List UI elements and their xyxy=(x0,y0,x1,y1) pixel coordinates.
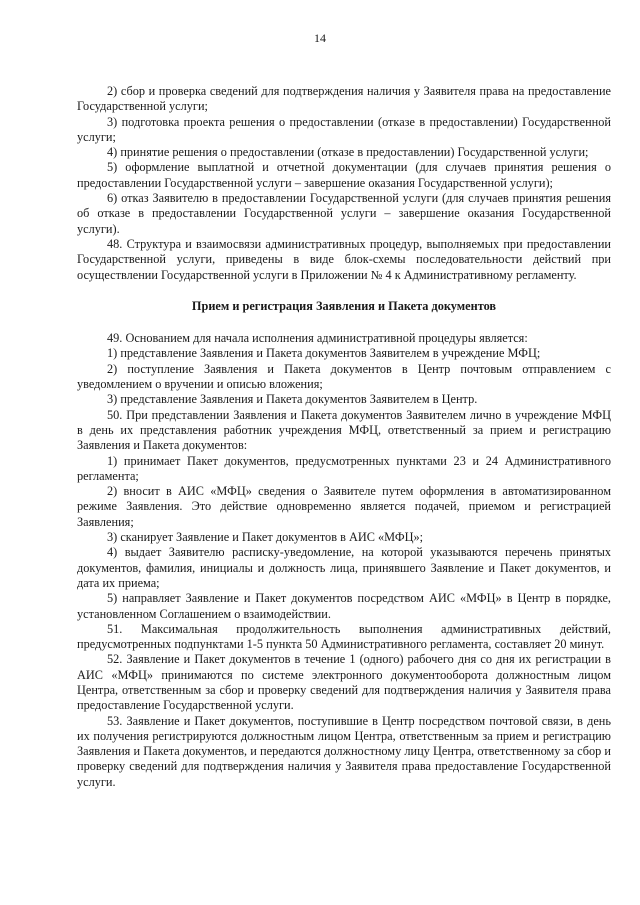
paragraph-52: 52. Заявление и Пакет документов в течение 1 (одного) рабочего дня со дня их регистрации в АИС «МФЦ» принимаются по системе электронного документооборота должностным лицом Центра, ответственным за сбор и проверку сведений для подтверждения наличия у Заявителя права предоставление Государственной услуги. xyxy=(77,652,611,713)
paragraph-item-4: 4) принятие решения о предоставлении (отказе в предоставлении) Государственной услуги; xyxy=(107,145,589,160)
paragraph-50-item-1: 1) принимает Пакет документов, предусмотренных пунктами 23 и 24 Административного регламента; xyxy=(77,453,611,483)
paragraph-49-item-1: 1) представление Заявления и Пакета документов Заявителем в учреждение МФЦ; xyxy=(107,346,541,361)
paragraph-item-3: 3) подготовка проекта решения о предоставлении (отказе в предоставлении) Государственной услуги; xyxy=(77,114,611,144)
paragraph-53: 53. Заявление и Пакет документов, поступившие в Центр посредством почтовой связи, в день их получения регистрируются должностным лицом Центра, ответственным за прием и регистрацию Заявления и Пакета документов, и передаются должностному лицу Центра, ответственному за сбор и проверку сведений для подтверждения наличия у Заявителя права предоставление Государственной услуги. xyxy=(77,713,611,789)
paragraph-50-item-4: 4) выдает Заявителю расписку-уведомление, на которой указываются перечень принятых документов, фамилия, инициалы и должность лица, принявшего Заявление и Пакет документов, и дата их приема; xyxy=(77,545,611,590)
paragraph-49-item-3: 3) представление Заявления и Пакета документов Заявителем в Центр. xyxy=(107,392,478,407)
section-heading: Прием и регистрация Заявления и Пакета документов xyxy=(191,298,497,313)
paragraph-item-2: 2) сбор и проверка сведений для подтверждения наличия у Заявителя права на предоставление Государственной услуги; xyxy=(77,84,611,114)
paragraph-51: 51. Максимальная продолжительность выполнения административных действий, предусмотренных подпунктами 1-5 пункта 50 Административного регламента, составляет 20 минут. xyxy=(77,621,611,652)
paragraph-item-5: 5) оформление выплатной и отчетной документации (для случаев принятия решения о предоставлении Государственной услуги – завершение оказания Государственной услуги); xyxy=(77,160,611,190)
document-body xyxy=(77,84,611,790)
paragraph-49-item-2: 2) поступление Заявления и Пакета документов в Центр почтовым отправлением с уведомлением о вручении и описью вложения; xyxy=(77,361,611,392)
paragraph-50-item-3: 3) сканирует Заявление и Пакет документов в АИС «МФЦ»; xyxy=(107,530,424,545)
paragraph-49: 49. Основанием для начала исполнения административной процедуры является: xyxy=(107,331,528,346)
paragraph-48: 48. Структура и взаимосвязи административных процедур, выполняемых при предоставлении Государственной услуги, приведены в виде блок-схемы последовательности действий при осуществлении Государственной услуги в Приложении № 4 к Административному регламенту. xyxy=(77,236,611,282)
paragraph-50-item-2: 2) вносит в АИС «МФЦ» сведения о Заявителе путем оформления в автоматизированном режиме Заявления. Это действие одновременно является подачей, приемом и регистрацией Заявления; xyxy=(77,484,611,529)
paragraph-50: 50. При представлении Заявления и Пакета документов Заявителем лично в учреждение МФЦ в день их представления работник учреждения МФЦ, ответственный за прием и регистрацию Заявления и Пакета документов: xyxy=(77,407,611,453)
paragraph-item-6: 6) отказ Заявителю в предоставлении Государственной услуги (для случаев принятия решения об отказе в предоставлении Государственной услуги – завершение оказания Государственной услуги). xyxy=(77,191,611,236)
page-number: 14 xyxy=(314,31,326,45)
paragraph-50-item-5: 5) направляет Заявление и Пакет документов посредством АИС «МФЦ» в Центр в порядке, установленном Соглашением о взаимодействии. xyxy=(77,591,611,621)
